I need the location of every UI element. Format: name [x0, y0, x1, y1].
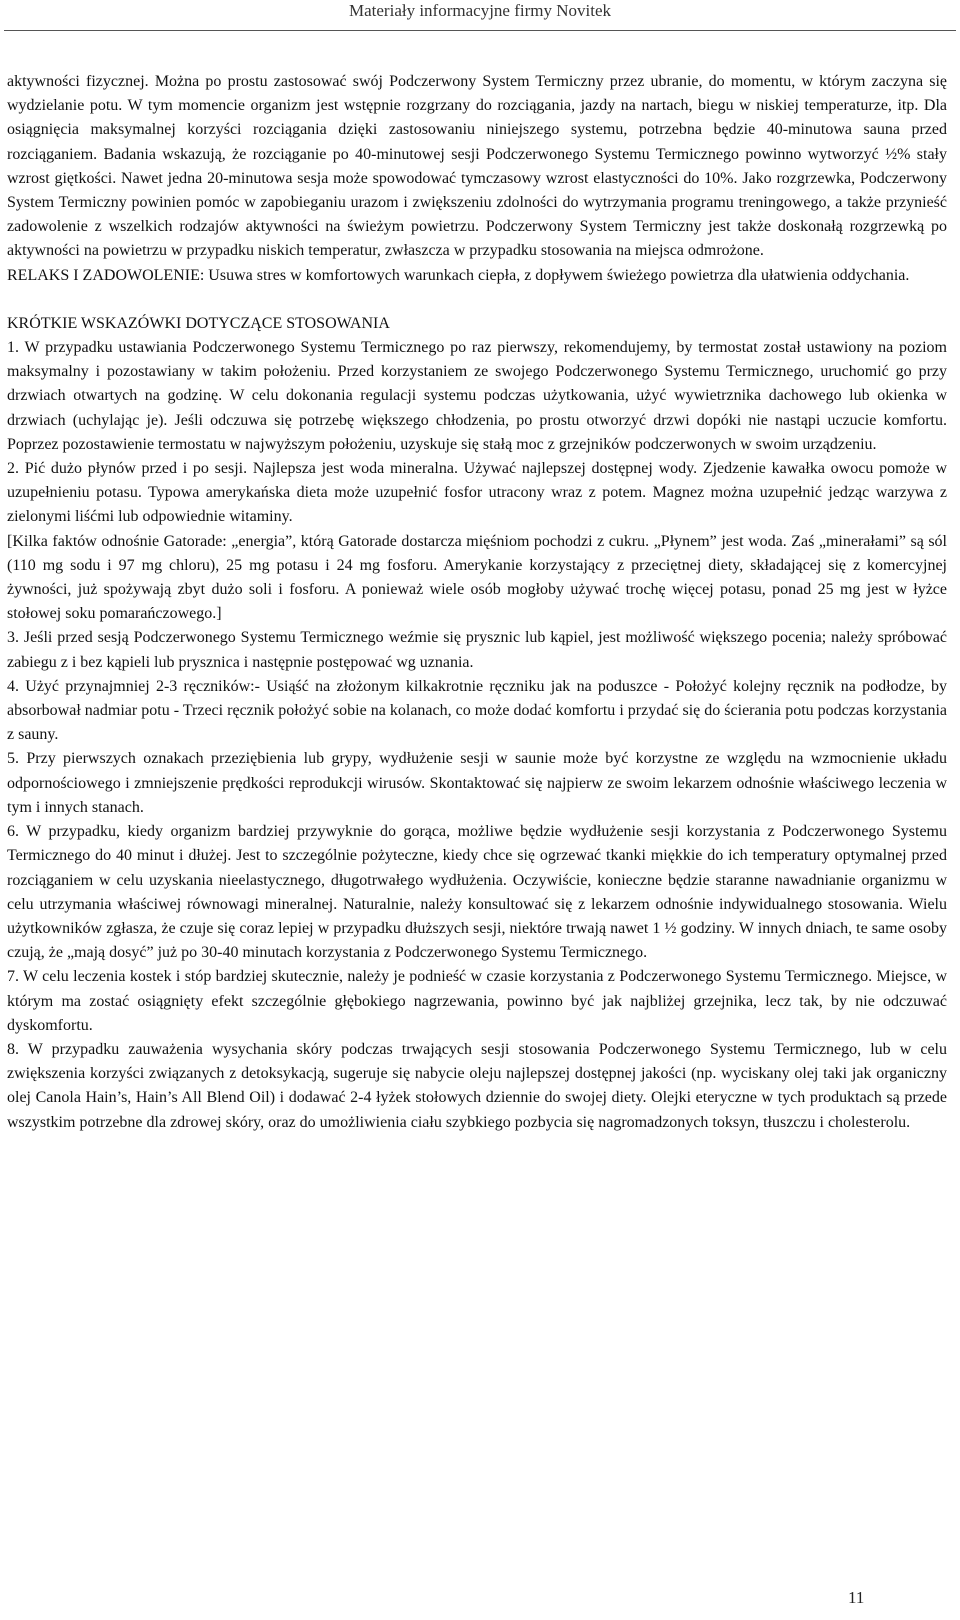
- document-body: [7, 70, 947, 1135]
- tip-8: 8. W przypadku zauważenia wysychania skóry podczas trwających sesji stosowania Podczerwonego Systemu Termicznego, lub w celu zwiększenia korzyści związanych z detoksykacją, sugeruje się nabycie oleju najlepszej dostępnej jakości (np. wyciskany olej taki jak organiczny olej Canola Hain’s, Hain’s All Blend Oil) i dodawać 2-4 łyżek stołowych dziennie do swojej diety. Olejki eteryczne w tych produktach są przede wszystkim potrzebne dla zdrowej skóry, oraz do umożliwienia ciału szybkiego pozbycia się nagromadzonych toksyn, tłuszczu i cholesterolu.: [7, 1040, 947, 1131]
- tip-5: 5. Przy pierwszych oznakach przeziębienia lub grypy, wydłużenie sesji w saunie może być korzystne ze względu na wzmocnienie układu odpornościowego i zmniejszenie prędkości reprodukcji wirusów. Skontaktować się najpierw ze swoim lekarzem odnośnie właściwego leczenia w tym i innych stanach.: [7, 750, 947, 816]
- paragraph-spacer: [7, 288, 947, 312]
- section-heading: KRÓTKIE WSKAZÓWKI DOTYCZĄCE STOSOWANIA: [7, 314, 390, 332]
- tip-7: 7. W celu leczenia kostek i stóp bardziej skutecznie, należy je podnieść w czasie korzystania z Podczerwonego Systemu Termicznego. Miejsce, w którym ma zostać osiągnięty efekt szczególnie głębokiego nagrzewania, powinno być jak najbliżej grzejnika, lecz tak, by nie odczuwać dyskomfortu.: [7, 968, 947, 1034]
- page-number: 11: [848, 1588, 865, 1607]
- page-header: Materiały informacyjne firmy Novitek: [349, 1, 611, 20]
- tip-2-note: [Kilka faktów odnośnie Gatorade: „energia”, którą Gatorade dostarcza mięśniom pochodzi z cukru. „Płynem” jest woda. Zaś „minerałami” są sól (110 mg sodu i 97 mg chloru), 25 mg potasu i 24 mg fosforu. Amerykanie korzystający z przeciętnej diety, składającej się z komercyjnej żywności, już spożywają zbyt dużo soli i fosforu. A ponieważ wiele osób mogłoby używać trochę więcej potasu, ponad 25 mg jest w łyżce stołowej soku pomarańczowego.]: [7, 532, 947, 623]
- tip-2: 2. Pić dużo płynów przed i po sesji. Najlepsza jest woda mineralna. Używać najlepszej dostępnej wody. Zjedzenie kawałka owocu pomoże w uzupełnieniu potasu. Typowa amerykańska dieta może uzupełnić fosfor utracony wraz z potem. Magnez można uzupełnić jedząc warzywa z zielonymi liśćmi lub odpowiednie witaminy.: [7, 460, 947, 526]
- tip-6: 6. W przypadku, kiedy organizm bardziej przywyknie do gorąca, możliwe będzie wydłużenie sesji korzystania z Podczerwonego Systemu Termicznego do 40 minut i dłużej. Jest to szczególnie pożyteczne, kiedy chce się ogrzewać tkanki miękkie do ich temperatury optymalnej przed rozciąganiem w celu uzyskania nieelastycznego, długotrwałego wydłużenia. Oczywiście, konieczne będzie staranne nawadnianie organizmu w celu utrzymania właściwej równowagi mineralnej. Naturalnie, należy konsultować się z lekarzem odnośnie indywidualnego stosowania. Wielu użytkowników zgłasza, że czuje się coraz lepiej w przypadku dłuższych sesji, niektóre trwają nawet 1 ½ godziny. W innych dniach, te same osoby czują, że „mają dosyć” już po 30-40 minutach korzystania z Podczerwonego Systemu Termicznego.: [7, 823, 947, 962]
- tip-3: 3. Jeśli przed sesją Podczerwonego Systemu Termicznego weźmie się prysznic lub kąpiel, jest możliwość większego pocenia; należy spróbować zabiegu z i bez kąpieli lub prysznica i następnie postępować wg uznania.: [7, 629, 947, 671]
- header-divider: [4, 30, 956, 31]
- tip-1: 1. W przypadku ustawiania Podczerwonego Systemu Termicznego po raz pierwszy, rekomendujemy, by termostat został ustawiony na poziom maksymalny i pozostawiany w takim położeniu. Przed korzystaniem ze swojego Podczerwonego Systemu Termicznego, uruchomić go przy drzwiach otwartych na godzinę. W celu dokonania regulacji systemu podczas użytkowania, użyć wywietrznika dachowego lub okienka w drzwiach (uchylając je). Jeśli odczuwa się potrzebę większego chłodzenia, po prostu otworzyć drzwi dopóki nie nastąpi uczucie komfortu. Poprzez pozostawienie termostatu w najwyższym położeniu, uzyskuje się stałą moc z grzejników podczerwonych w swoim urządzeniu.: [7, 339, 947, 453]
- relaks-paragraph: RELAKS I ZADOWOLENIE: Usuwa stres w komfortowych warunkach ciepła, z dopływem świeżego powietrza dla ułatwienia oddychania.: [7, 266, 910, 284]
- intro-paragraph: aktywności fizycznej. Można po prostu zastosować swój Podczerwony System Termiczny przez ubranie, do momentu, w którym zaczyna się wydzielanie potu. W tym momencie organizm jest wstępnie rozgrzany do rozciągania, jazdy na nartach, biegu w niskiej temperaturze, itp. Dla osiągnięcia maksymalnej korzyści rozciągania dzięki zastosowaniu niniejszego systemu, potrzebna będzie 40-minutowa sauna przed rozciąganiem. Badania wskazują, że rozciąganie po 40-minutowej sesji Podczerwonego Systemu Termicznego powinno wytworzyć ½% stały wzrost giętkości. Nawet jedna 20-minutowa sesja może spowodować tymczasowy wzrost elastyczności do 10%. Jako rozgrzewka, Podczerwony System Termiczny powinien pomóc w zapobieganiu urazom i zwiększeniu zdolności do wytrzymania programu treningowego, a także przynieść zadowolenie z wszelkich rodzajów aktywności na świeżym powietrzu. Podczerwony System Termiczny jest także doskonałą rozgrzewką po aktywności na powietrzu w przypadku niskich temperatur, zwłaszcza w przypadku stosowania na miejsca odmrożone.: [7, 73, 947, 260]
- tip-4: 4. Użyć przynajmniej 2-3 ręczników:- Usiąść na złożonym kilkakrotnie ręczniku jak na poduszce - Położyć kolejny ręcznik na podłodze, by absorbował nadmiar potu - Trzeci ręcznik położyć sobie na kolanach, co może dodać komfortu i przydać się do ścierania potu podczas korzystania z sauny.: [7, 677, 947, 744]
